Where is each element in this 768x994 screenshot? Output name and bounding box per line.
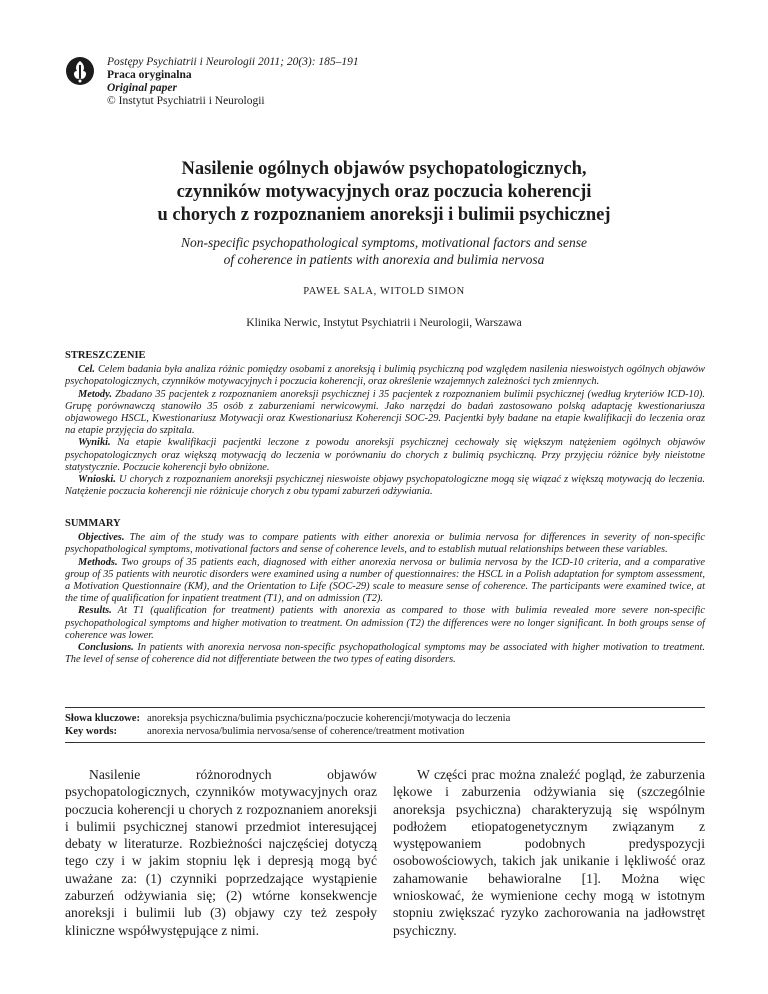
abstract-section xyxy=(65,474,705,498)
section-label: Methods. xyxy=(78,556,118,568)
paper-type-pl: Praca oryginalna xyxy=(107,69,192,81)
section-label: Conclusions. xyxy=(78,642,134,654)
section-label: Results. xyxy=(78,605,112,617)
section-label: Wyniki. xyxy=(78,437,111,449)
paper-subtitle-en xyxy=(0,234,768,268)
keywords-pl xyxy=(65,712,705,725)
abstract-en-heading: SUMMARY xyxy=(65,518,121,529)
paper-title xyxy=(0,158,768,227)
abstract-section xyxy=(65,364,705,388)
abstract-section xyxy=(65,642,705,666)
section-label: Objectives. xyxy=(78,532,125,544)
section-text: Na etapie kwalifikacji pacjentki leczone z powodu anoreksji psychicznej cechowały się większym natężeniem ogólnych objawów psychopatologicznych oraz większą motywacją do leczenia w porównaniu do chorych z bulimią psychiczną. Przy przyjęciu różnice były nieistotne statystycznie. Poczucie koherencji było obniżone. xyxy=(65,437,705,473)
abstract-section xyxy=(65,532,705,556)
section-text: Zbadano 35 pacjentek z rozpoznaniem anoreksji psychicznej i 35 pacjentek z rozpoznaniem bulimii psychicznej (według kryteriów ICD-10). Grupę porównawczą stanowiło 35 osób z zaburzeniami nerwicowymi. Jako narzędzi do badań zastosowano polską adaptację kwestionariusza objawowego HSCL, Kwestionariusz Motywacji oraz Kwestionariusz Koherencji SOC-29. Pacjentki były badane na etapie kwalifikacji do leczenia oraz na etapie przyjęcia do szpitala. xyxy=(65,388,705,437)
subtitle-line: Non-specific psychopathological symptoms, motivational factors and sense xyxy=(180,235,588,250)
section-text: Celem badania była analiza różnic pomiędzy osobami z anoreksją i bulimią psychiczną pod względem nasilenia nieswoistych ogólnych objawów psychopatologicznych, czynników motywacyjnych i poczucia koherencji, oraz określenie wzajemnych zależności tych zmiennych. xyxy=(65,364,705,388)
section-text: Two groups of 35 patients each, diagnosed with either anorexia nervosa or bulimia nervosa by the ICD-10 criteria, and a comparative group of 35 patients with neurotic disorders were examined using a number of questionnaires: the HSCL in a Polish adaptation for symptom assessment, a Motivation Questionnaire (KM), and the Orientation to Life (SOC-29) scale to measure sense of coherence. The participants were examined twice, at the time of qualification for inpatient treatment (T1), and on admission (T2). xyxy=(65,556,705,605)
keywords-pl-label: Słowa kluczowe: xyxy=(65,713,141,724)
journal-logo-icon xyxy=(65,56,95,86)
section-text: At T1 (qualification for treatment) patients with anorexia as compared to those with bulimia revealed more severe non-specific psychopathological symptoms and higher motivation to treatment. On admission (T2) the differences were no longer significant. In both groups sense of coherence was lower. xyxy=(65,605,705,641)
abstract-pl xyxy=(65,350,705,498)
abstract-section xyxy=(65,389,705,438)
section-label: Wnioski. xyxy=(78,474,116,486)
paper-type-en: Original paper xyxy=(107,82,177,94)
keywords-en xyxy=(65,725,705,738)
title-line: u chorych z rozpoznaniem anoreksji i bulimii psychicznej xyxy=(157,205,611,225)
copyright: © Instytut Psychiatrii i Neurologii xyxy=(107,95,265,107)
section-text: In patients with anorexia nervosa non-specific psychopathological symptoms may be associated with higher motivation to treatment. The level of sense of coherence did not differentiate between the two types of eating disorders. xyxy=(65,642,705,666)
section-label: Cel. xyxy=(78,364,96,376)
subtitle-line: of coherence in patients with anorexia and bulimia nervosa xyxy=(223,252,545,267)
abstract-en xyxy=(65,518,705,666)
section-label: Metody. xyxy=(78,388,112,400)
section-text: U chorych z rozpoznaniem anoreksji psychicznej nieswoiste objawy psychopatologiczne mogą się wiązać z większą motywacją do leczenia. Natężenie poczucia koherencji nie różnicuje chorych z obu typami zaburzeń odżywiania. xyxy=(65,474,705,498)
authors: PAWEŁ SALA, WITOLD SIMON xyxy=(303,286,465,297)
title-line: czynników motywacyjnych oraz poczucia koherencji xyxy=(176,182,592,202)
body-column-right: W części prac można znaleźć pogląd, że zaburzenia lękowe i zaburzenia odżywiania się (szczególnie anoreksja psychiczna) charakteryzują się wspólnym podłożem etiopatogenetycznym związanym z występowaniem podobnych predyspozycji osobowościowych, takich jak unikanie i lękliwość oraz zahamowanie behawioralne [1]. Można więc wnioskować, że wymienione cechy mogą w istotnym stopniu zwiększać ryzyko zachorowania na jadłowstręt psychiczny. xyxy=(393,767,705,938)
section-text: The aim of the study was to compare patients with either anorexia or bulimia nervosa for differences in severity of non-specific psychopathological symptoms, motivational factors and sense of coherence levels, and to establish mutual relationships between these variables. xyxy=(65,532,705,556)
keywords-en-value: anorexia nervosa/bulimia nervosa/sense of coherence/treatment motivation xyxy=(147,726,465,737)
abstract-section xyxy=(65,557,705,606)
abstract-section xyxy=(65,437,705,474)
body-column-left: Nasilenie różnorodnych objawów psychopatologicznych, czynników motywacyjnych oraz poczucia koherencji u chorych z rozpoznaniem anoreksji i bulimii psychicznej stanowi przedmiot interesującej debaty w literaturze. Rozbieżności najczęściej dotyczą tego czy i w jakim stopniu lęk i depresją mogą być uważane za: (1) czynniki poprzedzające wystąpienie zaburzeń odżywiania się; (2) wtórne konsekwencje anoreksji i bulimii lub (3) objawy czy też zespoły kliniczne współwystępujące z nimi. xyxy=(65,767,377,938)
abstract-pl-heading: STRESZCZENIE xyxy=(65,350,146,361)
keywords-en-label: Key words: xyxy=(65,726,118,737)
affiliation: Klinika Nerwic, Instytut Psychiatrii i Neurologii, Warszawa xyxy=(246,317,522,329)
keywords-box xyxy=(65,707,705,743)
title-line: Nasilenie ogólnych objawów psychopatologicznych, xyxy=(181,159,587,179)
journal-citation: Postępy Psychiatrii i Neurologii 2011; 20(3): 185–191 xyxy=(107,56,359,68)
keywords-pl-value: anoreksja psychiczna/bulimia psychiczna/poczucie koherencji/motywacja do leczenia xyxy=(147,713,511,724)
journal-header xyxy=(107,56,359,108)
abstract-section xyxy=(65,605,705,642)
